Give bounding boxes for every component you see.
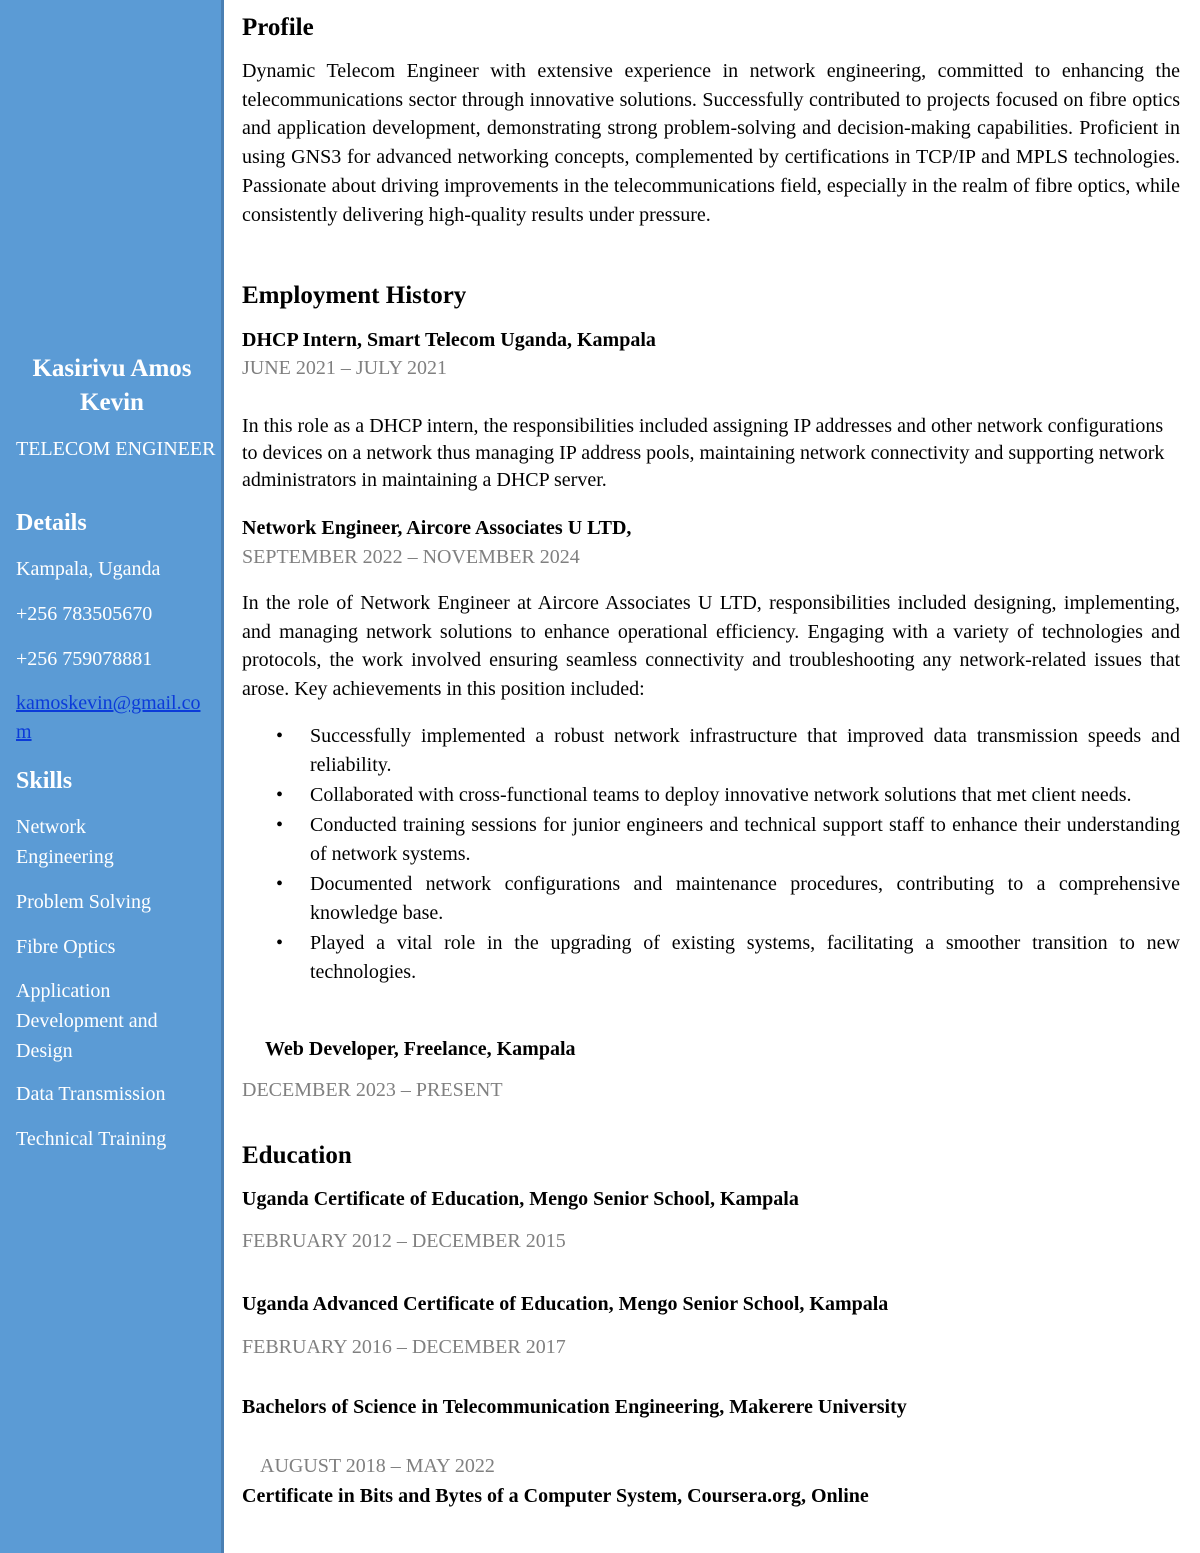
job-description: In this role as a DHCP intern, the responsibilities included assigning IP addresses and other network configurations to devices on a network thus managing IP address pools, maintaining network connectivity and supporting network administrators in maintaining a DHCP server. <box>242 415 1165 491</box>
skill-item: Problem Solving <box>16 891 152 913</box>
job-dates: JUNE 2021 – JULY 2021 <box>242 357 448 379</box>
education-dates: AUGUST 2018 – MAY 2022 <box>260 1455 495 1477</box>
job-dates: SEPTEMBER 2022 – NOVEMBER 2024 <box>242 546 580 568</box>
list-item: • Documented network configurations and maintenance procedures, contributing to a comprehensive knowledge base. <box>242 870 1180 928</box>
details-phone-1: +256 783505670 <box>16 603 153 625</box>
job-title: DHCP Intern, Smart Telecom Uganda, Kampala <box>242 329 656 351</box>
skill-item: Data Transmission <box>16 1083 166 1105</box>
email-link[interactable]: kamoskevin@gmail.com <box>16 692 201 743</box>
job-dates: DECEMBER 2023 – PRESENT <box>242 1079 503 1101</box>
bullet-icon: • <box>276 932 284 954</box>
skill-item: Fibre Optics <box>16 936 116 958</box>
bullet-icon: • <box>276 725 284 747</box>
education-dates: FEBRUARY 2016 – DECEMBER 2017 <box>242 1336 566 1358</box>
details-phone-2: +256 759078881 <box>16 648 153 670</box>
employment-heading: Employment History <box>242 282 467 309</box>
sidebar <box>0 0 224 1553</box>
bullet-icon: • <box>276 873 284 895</box>
education-title: Uganda Advanced Certificate of Education, Mengo Senior School, Kampala <box>242 1293 889 1315</box>
skill-item: Application Development and Design <box>16 980 158 1062</box>
list-item: • Conducted training sessions for junior engineers and technical support staff to enhance their understanding of network systems. <box>242 811 1180 869</box>
skill-item: Network Engineering <box>16 816 114 868</box>
education-title: Uganda Certificate of Education, Mengo Senior School, Kampala <box>242 1188 799 1210</box>
candidate-name: Kasirivu Amos Kevin <box>32 355 192 416</box>
education-title: Bachelors of Science in Telecommunication Engineering, Makerere University <box>242 1396 907 1418</box>
profile-heading: Profile <box>242 14 314 41</box>
bullet-icon: • <box>276 784 284 806</box>
job-title: Web Developer, Freelance, Kampala <box>265 1038 576 1060</box>
job-title: TELECOM ENGINEER <box>16 438 216 460</box>
education-dates: FEBRUARY 2012 – DECEMBER 2015 <box>242 1230 566 1252</box>
profile-text: Dynamic Telecom Engineer with extensive experience in network engineering, committed to enhancing the telecommunications sector through innovative solutions. Successfully contributed to projects focused on fibre optics and application development, demonstrating strong problem-solving and decision-making capabilities. Proficient in using GNS3 for advanced networking concepts, complemented by certifications in TCP/IP and MPLS technologies. Passionate about driving improvements in the telecommunications field, especially in the realm of fibre optics, while consistently delivering high-quality results under pressure. <box>242 60 1180 226</box>
skill-item: Technical Training <box>16 1128 167 1150</box>
job-description: In the role of Network Engineer at Aircore Associates U LTD, responsibilities included designing, implementing, and managing network solutions to enhance operational efficiency. Engaging with a variety of technologies and protocols, the work involved ensuring seamless connectivity and troubleshooting any network-related issues that arose. Key achievements in this position included: <box>242 592 1180 701</box>
skills-heading: Skills <box>16 768 73 794</box>
list-item: • Collaborated with cross-functional teams to deploy innovative network solutions that met client needs. <box>242 781 1180 810</box>
job-achievements-list <box>242 722 1180 988</box>
job-title: Network Engineer, Aircore Associates U LTD, <box>242 517 632 539</box>
education-title: Certificate in Bits and Bytes of a Computer System, Coursera.org, Online <box>242 1485 869 1507</box>
bullet-icon: • <box>276 814 284 836</box>
details-location: Kampala, Uganda <box>16 558 161 580</box>
education-heading: Education <box>242 1142 352 1169</box>
list-item: • Successfully implemented a robust network infrastructure that improved data transmission speeds and reliability. <box>242 722 1180 780</box>
details-heading: Details <box>16 510 87 536</box>
list-item: • Played a vital role in the upgrading of existing systems, facilitating a smoother transition to new technologies. <box>242 929 1180 987</box>
